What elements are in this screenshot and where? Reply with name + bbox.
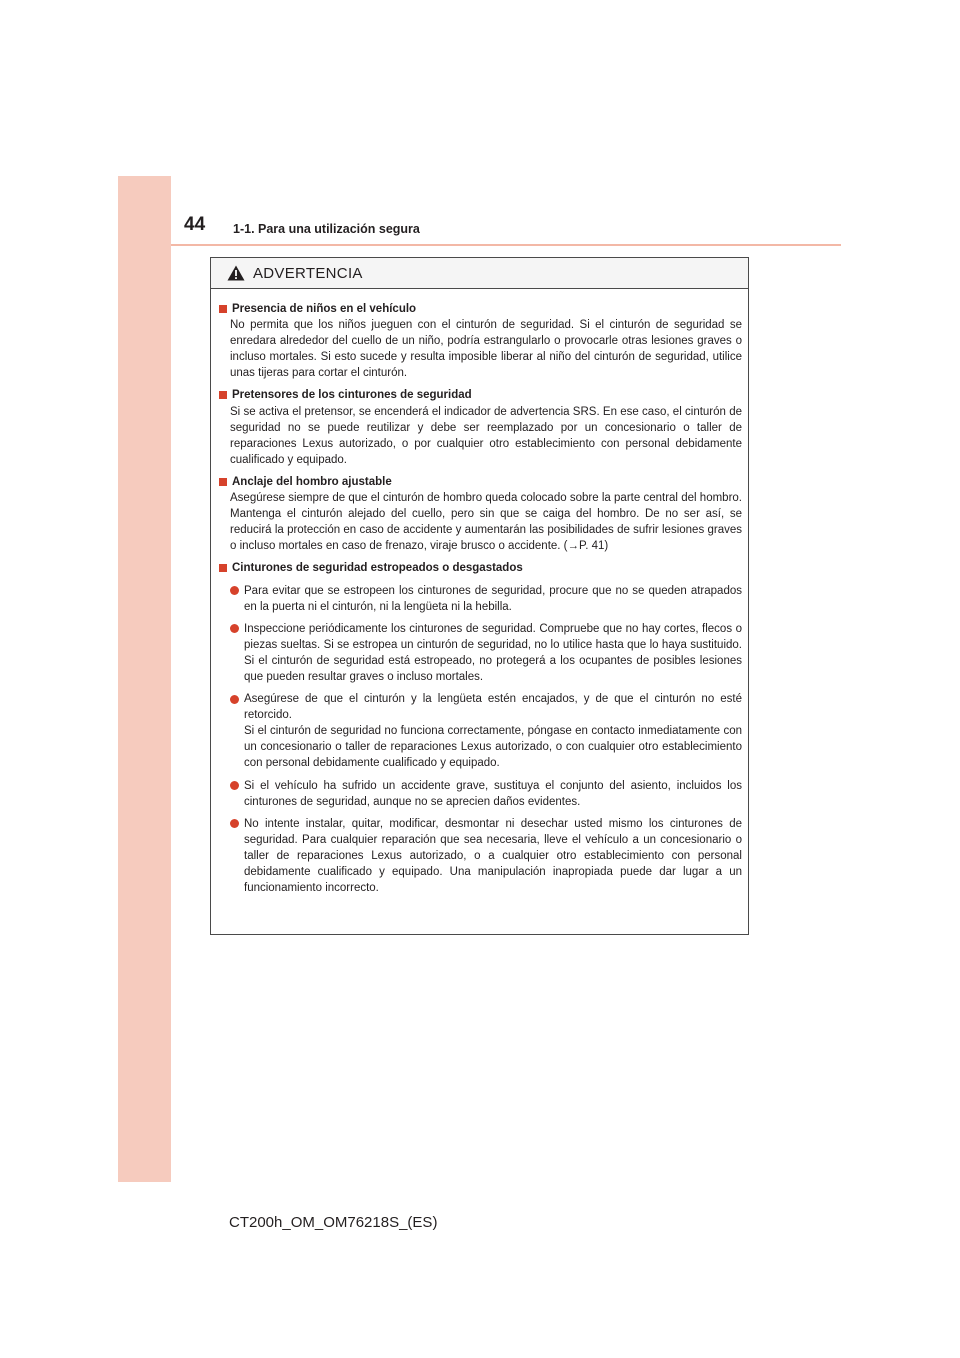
list-item — [230, 583, 742, 615]
warning-triangle-icon — [227, 265, 245, 281]
warning-box — [210, 257, 749, 935]
warning-item — [219, 474, 742, 554]
warning-body — [211, 289, 748, 896]
list-item — [230, 816, 742, 896]
side-color-band — [118, 176, 171, 1182]
item-text: Asegúrese siempre de que el cinturón de hombro queda colocado sobre la parte central del hombro. Mantenga el cinturón alejado del cuello, pero sin que se caiga del hombro. De no ser así, se reducirá la protección en caso de accidente y aumentarán las posibilidades de sufrir lesiones graves o incluso mortales en caso de frenazo, viraje brusco o accidente. (→P. 41) — [230, 492, 742, 553]
warning-item — [219, 560, 742, 896]
bullet-text: Asegúrese de que el cinturón y la lengüeta estén encajados, y de que el cinturón no esté retorcido. Si el cinturón de seguridad no funciona correctamente, póngase en contacto inmediatamente con un concesionario o taller de reparaciones Lexus autorizado, o con cualquier otro establecimiento con personal debidamente cualificado y equipado. — [244, 693, 742, 770]
item-heading-text: Anclaje del hombro ajustable — [232, 475, 392, 488]
bullet-text: Inspeccione periódicamente los cinturones de seguridad. Compruebe que no hay cortes, flecos o piezas sueltas. Si se estropea un cinturón de seguridad, no lo utilice hasta que lo haya sustituido. Si el cinturón de seguridad está estropeado, no protegerá a los ocupantes de posibles lesiones que pueden resultar graves o incluso mortales. — [244, 622, 742, 683]
warning-title: ADVERTENCIA — [253, 264, 363, 282]
list-item — [230, 691, 742, 771]
item-text: No permita que los niños jueguen con el cinturón de seguridad. Si el cinturón de seguridad se enredara alrededor del cuello de un niño, podría estrangularlo o provocarle otras lesiones graves o incluso mortales. Si esto sucede y resulta imposible liberar al niño del cinturón de seguridad, utilice unas tijeras para cortar el cinturón. — [230, 319, 742, 380]
item-heading — [219, 560, 742, 576]
item-text: Si se activa el pretensor, se encenderá el indicador de advertencia SRS. En ese caso, el cinturón de seguridad no se puede reutilizar y debe ser reemplazado por un concesionario o taller de reparaciones Lexus autorizado, o por cualquier otro establecimiento con personal debidamente cualificado y equipado. — [230, 405, 742, 466]
item-heading — [219, 474, 742, 490]
list-item — [230, 621, 742, 685]
round-bullet-icon — [230, 586, 239, 595]
warning-header — [211, 258, 748, 289]
section-title: 1-1. Para una utilización segura — [233, 222, 420, 236]
square-bullet-icon — [219, 564, 227, 572]
warning-item — [219, 387, 742, 467]
round-bullet-icon — [230, 781, 239, 790]
item-heading-text: Presencia de niños en el vehículo — [232, 303, 417, 315]
page-number: 44 — [184, 214, 206, 235]
document-code: CT200h_OM_OM76218S_(ES) — [229, 1214, 438, 1231]
item-heading — [219, 387, 742, 403]
square-bullet-icon — [219, 391, 227, 399]
round-bullet-icon — [230, 819, 239, 828]
bullet-text: Para evitar que se estropeen los cinturones de seguridad, procure que no se queden atrapados en la puerta ni el cinturón, ni la lengüeta ni la hebilla. — [244, 584, 742, 613]
bullet-text: No intente instalar, quitar, modificar, desmontar ni desechar usted mismo los cinturones de seguridad. Para cualquier reparación que sea necesaria, lleve el vehículo a un concesionario o taller de reparaciones Lexus autorizado, o a cualquier otro establecimiento con personal debidamente cualificado y equipado. Una manipulación inapropiada puede dar lugar a un funcionamiento incorrecto. — [244, 817, 742, 895]
square-bullet-icon — [219, 478, 227, 486]
header-rule — [171, 244, 841, 246]
warning-item — [219, 301, 742, 381]
round-bullet-icon — [230, 695, 239, 704]
round-bullet-icon — [230, 624, 239, 633]
square-bullet-icon — [219, 305, 227, 313]
item-heading-text: Cinturones de seguridad estropeados o desgastados — [232, 562, 523, 575]
list-item — [230, 778, 742, 810]
item-heading — [219, 301, 742, 317]
item-heading-text: Pretensores de los cinturones de seguridad — [232, 389, 472, 402]
bullet-text: Si el vehículo ha sufrido un accidente grave, sustituya el conjunto del asiento, incluidos los cinturones de seguridad, aunque no se aprecien daños evidentes. — [244, 779, 742, 808]
